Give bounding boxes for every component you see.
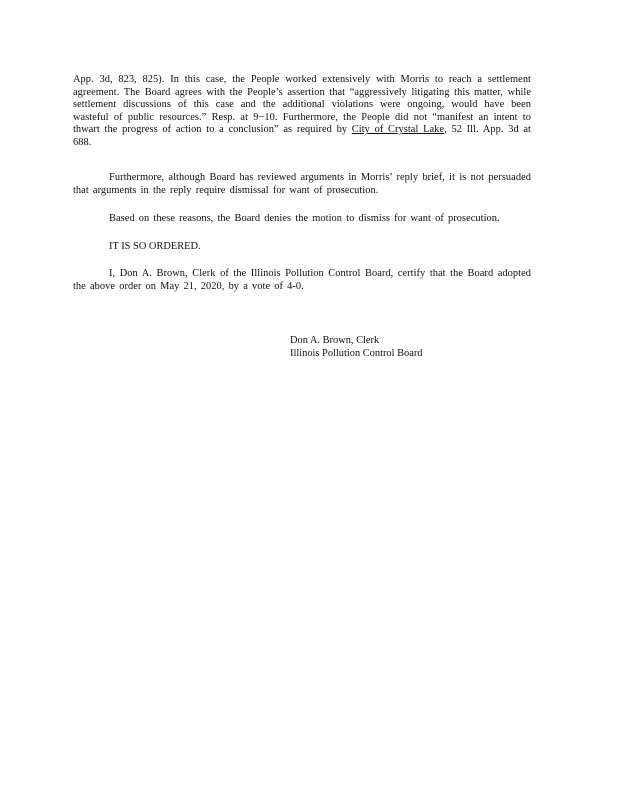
case-citation: City of Crystal Lake (351, 124, 445, 136)
order-statement: IT IS SO ORDERED. (109, 241, 201, 252)
signature-organization: Illinois Pollution Control Board (290, 348, 423, 359)
paragraph-case-discussion (73, 74, 531, 150)
paragraph-reply-brief: Furthermore, although Board has reviewed arguments in Morris’ reply brief, it is not persuaded that arguments in the reply require dismissal for want of prosecution. (73, 172, 531, 196)
clerk-certification: I, Don A. Brown, Clerk of the Illinois Pollution Control Board, certify that the Board adopted the above order on May 21, 2020, by a vote of 4-0. (73, 268, 531, 292)
citation-tail: , 52 Ill. App. 3d at 688. (73, 124, 531, 148)
paragraph-conclusion: Based on these reasons, the Board denies the motion to dismiss for want of prosecution. (109, 213, 500, 224)
signature-name: Don A. Brown, Clerk (290, 335, 380, 346)
paragraph-text: App. 3d, 823, 825). In this case, the People worked extensively with Morris to reach a settlement agreement. The Board agrees with the People’s assertion that “aggressively litigating this matter, while settlement discussions of this case and the additional violations were ongoing, would have been wasteful of public resources.” Resp. at 9−10. Furthermore, the People did not “manifest an intent to thwart the progress of action to a conclusion” as required by (73, 74, 531, 136)
